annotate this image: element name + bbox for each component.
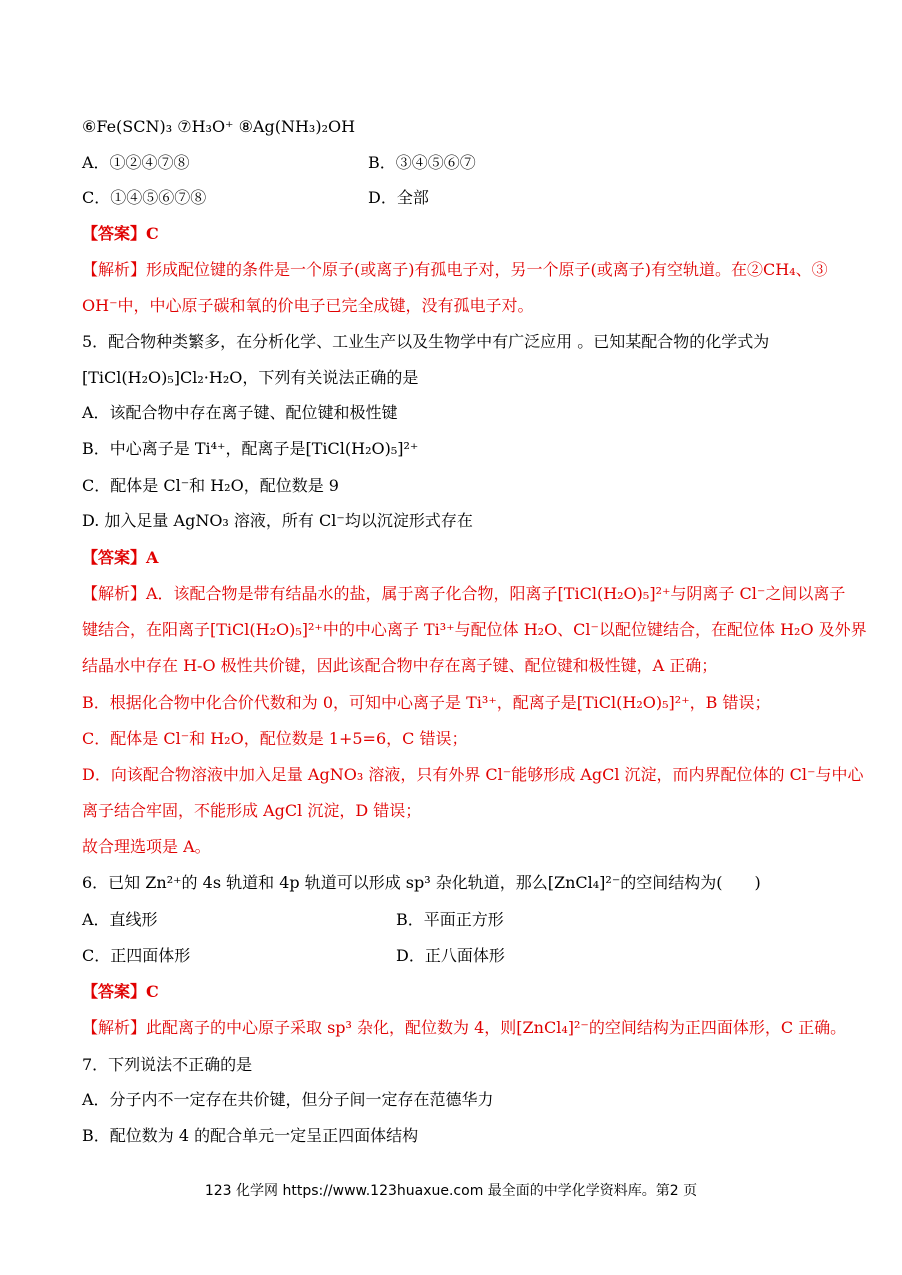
q5-explanation-4: B．根据化合物中化合价代数和为 0，可知中心离子是 Ti³⁺，配离子是[TiCl(H₂O)₅]²⁺，B 错误；	[82, 693, 771, 712]
q5-explanation-5: C．配体是 Cl⁻和 H₂O，配位数是 1+5=6，C 错误；	[82, 729, 468, 748]
q5-option-d: D. 加入足量 AgNO₃ 溶液，所有 Cl⁻均以沉淀形式存在	[82, 511, 473, 530]
q7-stem: 7．下列说法不正确的是	[82, 1055, 253, 1074]
q4-explanation-1: 【解析】形成配位键的条件是一个原子(或离子)有孤电子对，另一个原子(或离子)有空轨道。在②CH₄、③	[82, 260, 828, 279]
q5-explanation-3: 结晶水中存在 H-O 极性共价键，因此该配合物中存在离子键、配位键和极性键，A 正确；	[82, 656, 718, 675]
q6-stem: 6．已知 Zn²⁺的 4s 轨道和 4p 轨道可以形成 sp³ 杂化轨道，那么[ZnCl₄]²⁻的空间结构为( )	[82, 873, 761, 892]
q5-explanation-8: 故合理选项是 A。	[82, 837, 211, 856]
q4-option-b: B．③④⑤⑥⑦	[368, 153, 476, 172]
q5-explanation-6: D．向该配合物溶液中加入足量 AgNO₃ 溶液，只有外界 Cl⁻能够形成 AgCl 沉淀，而内界配位体的 Cl⁻与中心	[82, 765, 864, 784]
q4-option-c: C．①④⑤⑥⑦⑧	[82, 188, 207, 207]
q4-answer: 【答案】C	[82, 224, 159, 243]
q7-option-b: B．配位数为 4 的配合单元一定呈正四面体结构	[82, 1126, 419, 1145]
q5-stem-2: [TiCl(H₂O)₅]Cl₂·H₂O，下列有关说法正确的是	[82, 368, 419, 387]
q5-explanation-7: 离子结合牢固，不能形成 AgCl 沉淀，D 错误；	[82, 801, 422, 820]
line-q4-items: ⑥Fe(SCN)₃ ⑦H₃O⁺ ⑧Ag(NH₃)₂OH	[82, 117, 356, 136]
q5-answer: 【答案】A	[82, 548, 159, 567]
q7-option-a: A．分子内不一定存在共价键，但分子间一定存在范德华力	[82, 1090, 494, 1109]
q6-option-b: B．平面正方形	[396, 910, 504, 929]
q5-stem-1: 5．配合物种类繁多，在分析化学、工业生产以及生物学中有广泛应用 。已知某配合物的化学式为	[82, 332, 770, 351]
q5-explanation-1: 【解析】A．该配合物是带有结晶水的盐，属于离子化合物，阳离子[TiCl(H₂O)₅]²⁺与阴离子 Cl⁻之间以离子	[82, 584, 846, 603]
q5-explanation-2: 键结合，在阳离子[TiCl(H₂O)₅]²⁺中的中心离子 Ti³⁺与配位体 H₂O、Cl⁻以配位键结合，在配位体 H₂O 及外界	[82, 620, 867, 639]
page-footer: 123 化学网 https://www.123huaxue.com 最全面的中学化学资料库。第2 页	[204, 1183, 698, 1199]
q4-option-a: A．①②④⑦⑧	[82, 153, 190, 172]
q4-option-d: D．全部	[368, 188, 429, 207]
q6-answer: 【答案】C	[82, 982, 159, 1001]
q6-option-c: C．正四面体形	[82, 946, 191, 965]
q5-option-b: B．中心离子是 Ti⁴⁺，配离子是[TiCl(H₂O)₅]²⁺	[82, 439, 419, 458]
q5-option-c: C．配体是 Cl⁻和 H₂O，配位数是 9	[82, 476, 339, 495]
q6-explanation: 【解析】此配离子的中心原子采取 sp³ 杂化，配位数为 4，则[ZnCl₄]²⁻的空间结构为正四面体形，C 正确。	[82, 1018, 847, 1037]
q6-option-d: D．正八面体形	[396, 946, 505, 965]
q6-option-a: A．直线形	[82, 910, 158, 929]
q4-explanation-2: OH⁻中，中心原子碳和氧的价电子已完全成键，没有孤电子对。	[82, 296, 534, 315]
q5-option-a: A．该配合物中存在离子键、配位键和极性键	[82, 403, 398, 422]
